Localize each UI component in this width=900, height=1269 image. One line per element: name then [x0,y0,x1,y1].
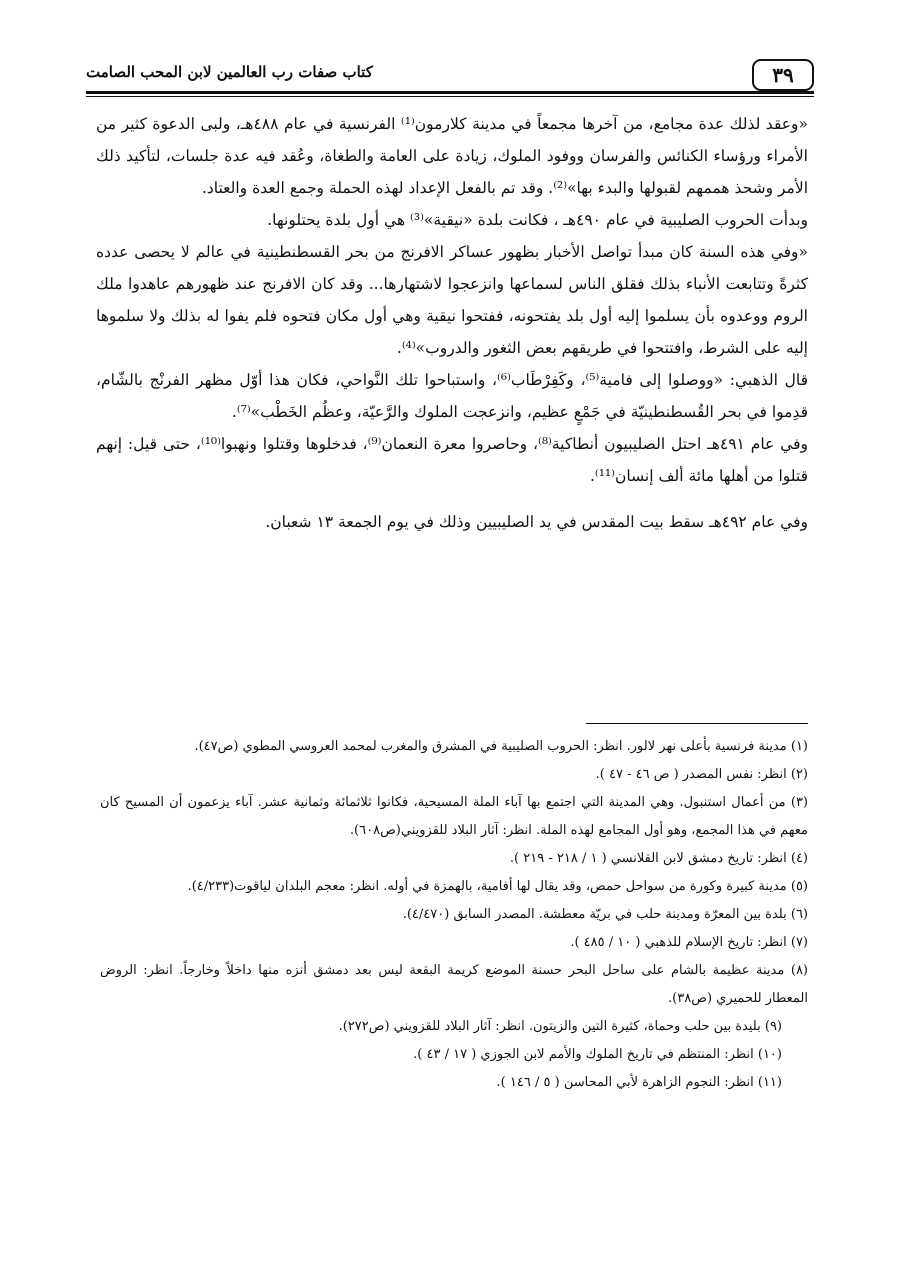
header-rule [86,91,814,94]
footnote: (٣) من أعمال استنبول. وهي المدينة التي اجتمع بها آباء الملة المسيحية، فكانوا ثلاثمائة وثمانية عشر. آباء يزعمون أن المسيح كان معهم في هذا المجمع، وهو أول المجامع لهذه الملة. انظر: آثار البلاد للقزويني(ص٦٠٨). [100,795,808,838]
footnote: (٩) بليدة بين حلب وحماة، كثيرة التين والزيتون. انظر: آثار البلاد للقزويني (ص٢٧٢). [338,1019,782,1034]
footnotes [100,733,808,1097]
footnote: (١) مدينة فرنسية بأعلى نهر لالور. انظر: الحروب الصليبية في المشرق والمغرب لمحمد العروسي المطوي (ص٤٧). [194,739,808,754]
page-header [86,55,814,93]
paragraph: وفي عام ٤٩٢هـ سقط بيت المقدس في يد الصليبيين وذلك في يوم الجمعة ١٣ شعبان. [265,513,808,531]
paragraph: قال الذهبي: «ووصلوا إلى فامية⁽⁵⁾، وكَفِرْطَاب⁽⁶⁾، واستباحوا تلك النَّواحي، فكان هذا أوّل مظهر الفرنْج بالشّام، قدِموا في بحر القُسطنطينيّة في جَمْعٍ عظيم، وانزعجت الملوك والرَّعيّة، وعظُم الخَطْب»⁽⁷⁾. [96,371,809,421]
footnote: (١٠) انظر: المنتظم في تاريخ الملوك والأمم لابن الجوزي ( ١٧ / ٤٣ ). [413,1047,782,1062]
footnote: (٢) انظر: نفس المصدر ( ص ٤٦ - ٤٧ ). [595,767,808,782]
page-number: ٣٩ [772,63,794,87]
footnote-separator [586,723,808,724]
main-text [96,108,808,538]
paragraph: وبدأت الحروب الصليبية في عام ٤٩٠هـ ، فكانت بلدة «نيقية»⁽³⁾ هي أول بلدة يحتلونها. [267,211,808,229]
footnote: (٦) بلدة بين المعرّة ومدينة حلب في بريّة معطشة. المصدر السابق (٤/٤٧٠). [402,907,808,922]
footnote: (٥) مدينة كبيرة وكورة من سواحل حمص، وقد يقال لها أفامية، بالهمزة في أوله. انظر: معجم البلدان لياقوت(٤/٢٣٣). [187,879,808,894]
running-title: كتاب صفات رب العالمين لابن المحب الصامت [86,63,373,81]
header-rule-thin [86,96,814,97]
paragraph: «وفي هذه السنة كان مبدأ تواصل الأخبار بظهور عساكر الافرنج من بحر القسطنطينية في عالم لا يحصى عدده كثرةً وتتابعت الأنباء بذلك فقلق الناس لسماعها وانزعجوا لاشتهارها... وقد كان الافرنج عند ظهورهم عاهدوا ملك الروم ووعدوه بأن يسلموا إليه أول بلد يفتحونه، ففتحوا نيقية وهي أول مكان فتحوه فلم يفوا له بذلك ولا سلموها إليه على الشرط، وافتتحوا في طريقهم بعض الثغور والدروب»⁽⁴⁾. [96,243,808,357]
footnote: (٧) انظر: تاريخ الإسلام للذهبي ( ١٠ / ٤٨٥ ). [570,935,808,950]
paragraph: «وعقد لذلك عدة مجامع، من آخرها مجمعاً في مدينة كلارمون⁽¹⁾ الفرنسية في عام ٤٨٨هـ، ولبى الدعوة كثير من الأمراء ورؤساء الكنائس والفرسان ووفود الملوك، زيادة على العامة والطغاة، وعُقد فيه عدة جلسات، لتأكيد ذلك الأمر وشحذ هممهم لقبولها والبدء بها»⁽²⁾. وقد تم بالفعل الإعداد لهذه الحملة وجمع العدة والعتاد. [96,115,808,197]
page-number-box [752,59,814,91]
footnote: (٨) مدينة عظيمة بالشام على ساحل البحر حسنة الموضع كريمة البقعة ليس بعد دمشق أنزه منها داخلاً وخارجاً. انظر: الروض المعطار للحميري (ص٣٨). [100,963,808,1006]
footnote: (١١) انظر: النجوم الزاهرة لأبي المحاسن ( ٥ / ١٤٦ ). [496,1075,782,1090]
paragraph: وفي عام ٤٩١هـ احتل الصليبيون أنطاكية⁽⁸⁾، وحاصروا معرة النعمان⁽⁹⁾، فدخلوها وقتلوا ونهبوا⁽¹⁰⁾، حتى قيل: إنهم قتلوا من أهلها مائة ألف إنسان⁽¹¹⁾. [96,435,808,485]
footnote: (٤) انظر: تاريخ دمشق لابن القلانسي ( ١ / ٢١٨ - ٢١٩ ). [509,851,808,866]
